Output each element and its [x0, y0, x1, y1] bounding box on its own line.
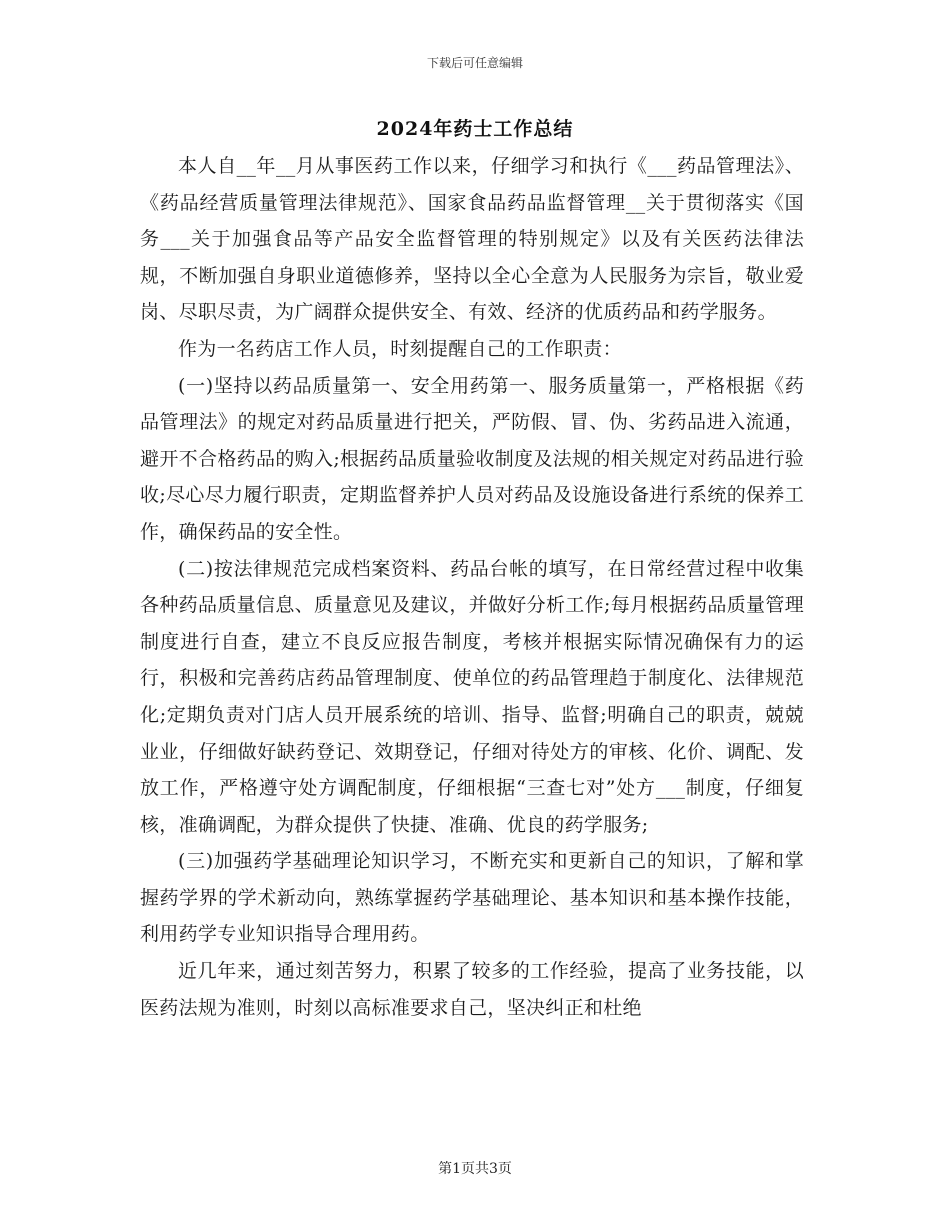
- document-title: 2024年药士工作总结: [376, 118, 574, 140]
- paragraph-duty-3: (三)加强药学基础理论知识学习，不断充实和更新自己的知识，了解和掌握药学界的学术新动向，熟练掌握药学基础理论、基本知识和基本操作技能，利用药学专业知识指导合理用药。: [140, 850, 804, 946]
- paragraph-intro: 本人自__年__月从事医药工作以来，仔细学习和执行《___药品管理法》、《药品经营质量管理法律规范》、国家食品药品监督管理__关于贯彻落实《国务___关于加强食品等产品安全监督管理的特别规定》以及有关医药法律法规，不断加强自身职业道德修养，坚持以全心全意为人民服务为宗旨，敬业爱岗、尽职尽责，为广阔群众提供安全、有效、经济的优质药品和药学服务。: [140, 155, 804, 324]
- page-header-note: 下载后可任意编辑: [426, 56, 523, 70]
- document-body: [140, 148, 804, 1026]
- paragraph-recent-years: 近几年来，通过刻苦努力，积累了较多的工作经验，提高了业务技能，以医药法规为准则，时刻以高标准要求自己，坚决纠正和杜绝: [140, 960, 804, 1019]
- paragraph-duty-2: (二)按法律规范完成档案资料、药品台帐的填写，在日常经营过程中收集各种药品质量信息、质量意见及建议，并做好分析工作;每月根据药品质量管理制度进行自查，建立不良反应报告制度，考核并根据实际情况确保有力的运行，积极和完善药店药品管理制度、使单位的药品管理趋于制度化、法律规范化;定期负责对门店人员开展系统的培训、指导、监督;明确自己的职责，兢兢业业，仔细做好缺药登记、效期登记，仔细对待处方的审核、化价、调配、发放工作，严格遵守处方调配制度，仔细根据“三查七对”处方___制度，仔细复核，准确调配，为群众提供了快捷、准确、优良的药学服务;: [140, 557, 804, 836]
- paragraph-duty-1: (一)坚持以药品质量第一、安全用药第一、服务质量第一，严格根据《药品管理法》的规定对药品质量进行把关，严防假、冒、伪、劣药品进入流通，避开不合格药品的购入;根据药品质量验收制度及法规的相关规定对药品进行验收;尽心尽力履行职责，定期监督养护人员对药品及设施设备进行系统的保养工作，确保药品的安全性。: [140, 374, 804, 543]
- paragraph-duties-lead: 作为一名药店工作人员，时刻提醒自己的工作职责：: [178, 337, 622, 360]
- page-number: 第1页共3页: [438, 1161, 512, 1177]
